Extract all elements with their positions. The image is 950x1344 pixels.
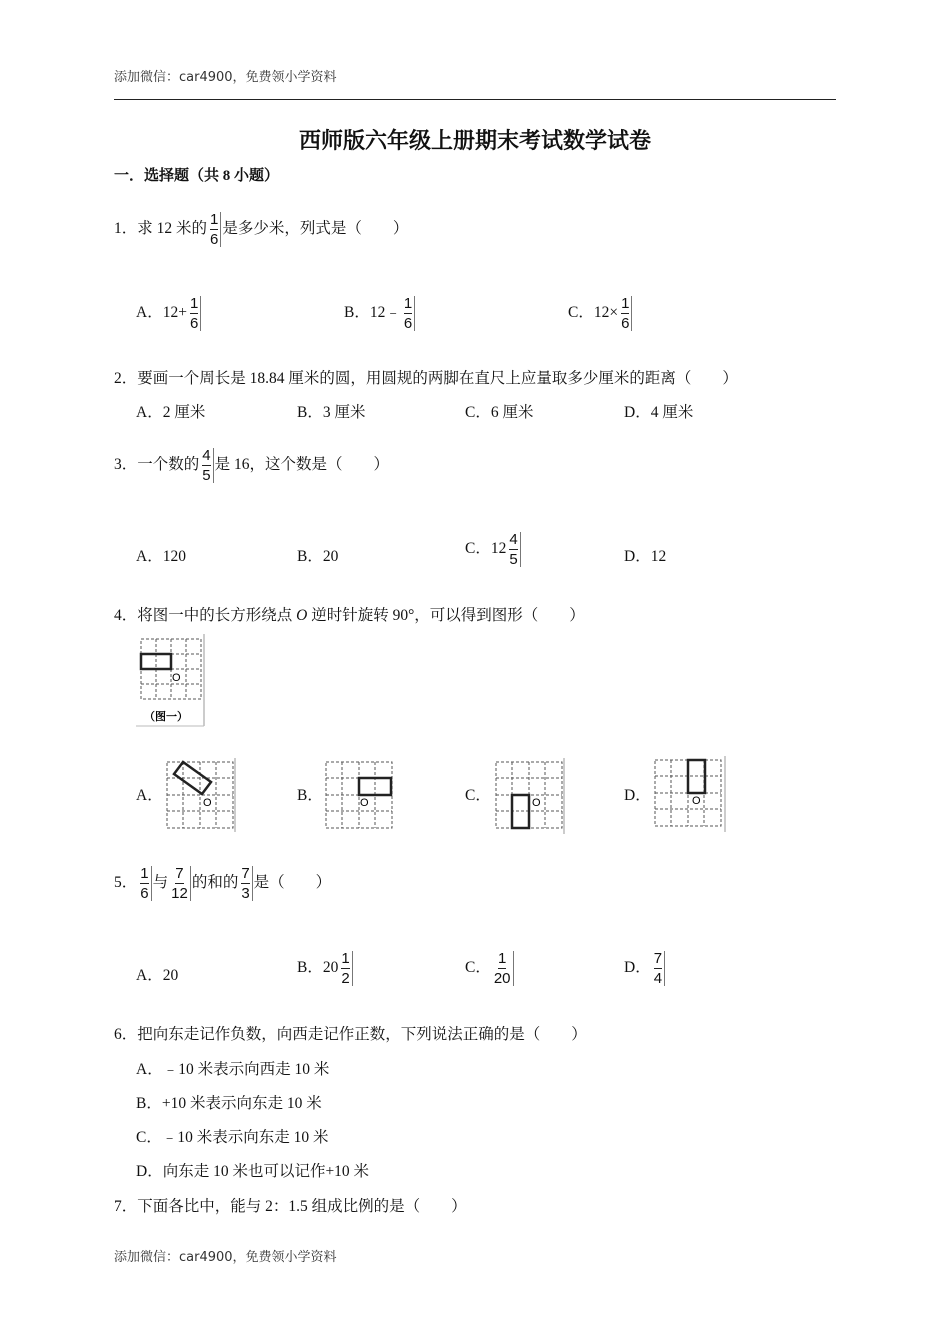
- q4-option-a-figure[interactable]: [163, 758, 237, 832]
- q2-option-b[interactable]: B．3 厘米: [297, 404, 366, 421]
- page-header: 添加微信：car4900，免费领小学资料: [114, 70, 337, 85]
- q1-text-pre: 1．求 12 米的: [114, 220, 208, 238]
- q4-option-b-figure[interactable]: [322, 758, 396, 832]
- svg-text:O: O: [203, 797, 212, 809]
- question-4: 4．将图一中的长方形绕点 O 逆时针旋转 90°，可以得到图形（ ）: [114, 607, 585, 624]
- figure-one-point-label: O: [172, 672, 181, 684]
- question-1: [114, 212, 408, 247]
- figure-one-caption: （图一）: [144, 710, 188, 723]
- q5-option-c[interactable]: C． $\frac{1}{20}$: [465, 951, 515, 986]
- page-title: 西师版六年级上册期末考试数学试卷: [298, 128, 651, 153]
- q5-option-a[interactable]: A．20: [136, 967, 179, 984]
- q3-fraction: $\frac{4}{5}$: [200, 448, 213, 483]
- q6-option-b[interactable]: B．+10 米表示向东走 10 米: [136, 1095, 322, 1112]
- section-heading: 一．选择题（共 8 小题）: [114, 168, 280, 184]
- q5-option-d[interactable]: D． $\frac{7}{4}$: [624, 951, 666, 986]
- question-5: 5． $\frac{1}{6}$ 与 $\frac{7}{12}$ 的和的 $\frac{7}{3}$ 是（ ）: [114, 865, 332, 902]
- q1-option-c[interactable]: C．12× $\frac{1}{6}$: [568, 296, 633, 331]
- q4-option-a-label[interactable]: A．: [136, 787, 163, 804]
- question-7: 7．下面各比中，能与 2：1.5 组成比例的是（ ）: [114, 1198, 467, 1215]
- q6-option-c[interactable]: C．﹣10 米表示向东走 10 米: [136, 1129, 329, 1146]
- question-2: 2．要画一个周长是 18.84 厘米的圆，用圆规的两脚在直尺上应量取多少厘米的距离（ ）: [114, 370, 738, 387]
- point-o-label: O: [296, 607, 308, 624]
- page-footer: 添加微信：car4900，免费领小学资料: [114, 1250, 337, 1265]
- q6-option-d[interactable]: D．向东走 10 米也可以记作+10 米: [136, 1163, 370, 1180]
- q3-option-d[interactable]: D．12: [624, 548, 667, 565]
- svg-text:O: O: [532, 797, 541, 809]
- q2-option-a[interactable]: A．2 厘米: [136, 404, 206, 421]
- q4-option-d-figure[interactable]: [651, 756, 727, 832]
- q4-option-d-label[interactable]: D．: [624, 787, 651, 804]
- svg-text:O: O: [692, 795, 701, 807]
- q1-fraction: $\frac{1}{6}$: [208, 212, 221, 247]
- svg-text:O: O: [360, 797, 369, 809]
- q2-option-c[interactable]: C．6 厘米: [465, 404, 534, 421]
- q4-option-c-figure[interactable]: [492, 758, 566, 836]
- q1-option-b[interactable]: B．12﹣ $\frac{1}{6}$: [344, 296, 416, 331]
- q4-option-b-label[interactable]: B．: [297, 787, 323, 804]
- q2-option-d[interactable]: D．4 厘米: [624, 404, 694, 421]
- q3-option-c[interactable]: C．12 $\frac{4}{5}$: [465, 532, 522, 567]
- q6-option-a[interactable]: A．﹣10 米表示向西走 10 米: [136, 1061, 330, 1078]
- q5-option-b[interactable]: B．20 $\frac{1}{2}$: [297, 951, 354, 986]
- q1-text-post: 是多少米，列式是（ ）: [222, 220, 409, 238]
- q4-option-c-label[interactable]: C．: [465, 787, 491, 804]
- q3-option-a[interactable]: A．120: [136, 548, 186, 565]
- header-rule: [114, 99, 836, 100]
- q1-option-a[interactable]: A．12+ $\frac{1}{6}$: [136, 296, 202, 331]
- question-6: 6．把向东走记作负数，向西走记作正数，下列说法正确的是（ ）: [114, 1026, 587, 1043]
- q3-option-b[interactable]: B．20: [297, 548, 339, 565]
- figure-one: [136, 634, 206, 728]
- question-3: 3．一个数的 $\frac{4}{5}$ 是 16，这个数是（ ）: [114, 447, 389, 484]
